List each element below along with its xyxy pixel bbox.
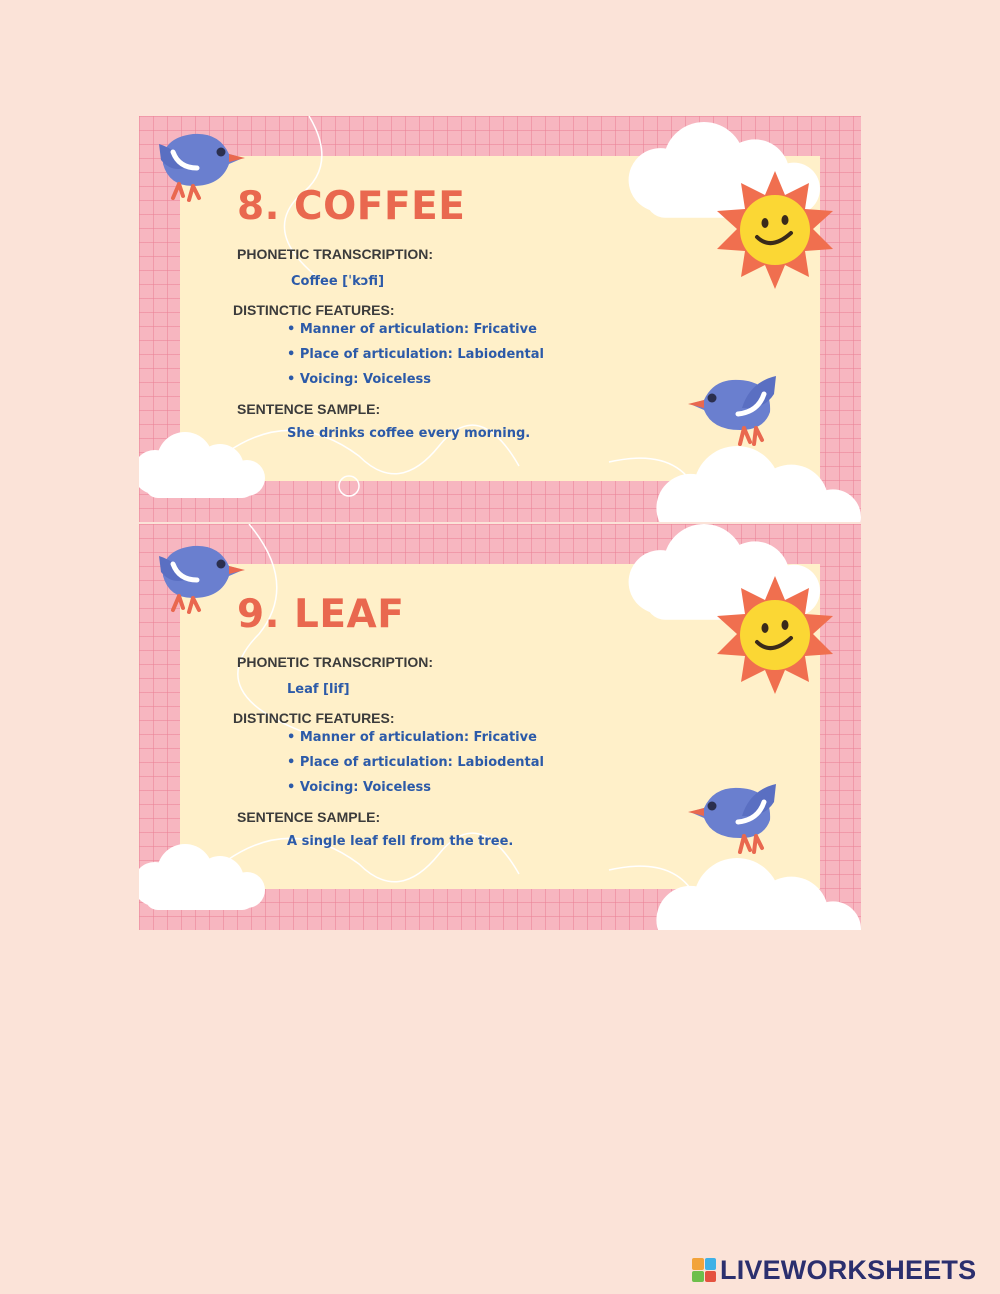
cloud-icon	[139, 844, 265, 910]
features-label: DISTINCTIC FEATURES:	[233, 302, 395, 318]
cloud-icon	[656, 858, 861, 930]
features-label: DISTINCTIC FEATURES:	[233, 710, 395, 726]
card-decoration	[139, 524, 861, 930]
cloud-icon	[139, 432, 265, 498]
sentence-label: SENTENCE SAMPLE:	[237, 401, 381, 417]
features-list	[287, 321, 544, 396]
logo-badge-tile	[705, 1271, 717, 1283]
card-decoration	[139, 116, 861, 522]
phonetic-value: Leaf [lif]	[287, 682, 350, 697]
phonetic-label: PHONETIC TRANSCRIPTION:	[237, 654, 433, 670]
features-list	[287, 729, 544, 804]
logo-badge-tile	[705, 1258, 717, 1270]
sentence-value: A single leaf fell from the tree.	[287, 834, 514, 849]
logo-badge-tile	[692, 1258, 704, 1270]
feature-item: • Voicing: Voiceless	[287, 779, 544, 804]
feature-item: • Place of articulation: Labiodental	[287, 754, 544, 779]
feature-item: • Voicing: Voiceless	[287, 371, 544, 396]
cloud-icon	[656, 446, 861, 522]
logo-badge-icon	[692, 1258, 716, 1282]
bird-icon	[688, 376, 776, 444]
liveworksheets-logo[interactable]	[692, 1255, 976, 1285]
card-title: 9. LEAF	[237, 592, 405, 637]
flashcard-leaf	[139, 524, 861, 930]
bird-icon	[688, 784, 776, 852]
feature-item: • Manner of articulation: Fricative	[287, 321, 544, 346]
flashcard-coffee	[139, 116, 861, 522]
sentence-value: She drinks coffee every morning.	[287, 426, 531, 441]
bird-icon	[159, 546, 245, 612]
feature-item: • Place of articulation: Labiodental	[287, 346, 544, 371]
phonetic-value: Coffee [ˈkɔfi]	[291, 274, 385, 289]
card-title: 8. COFFEE	[237, 184, 466, 229]
logo-text: LIVEWORKSHEETS	[720, 1254, 977, 1285]
feature-item: • Manner of articulation: Fricative	[287, 729, 544, 754]
bird-icon	[159, 134, 245, 200]
sentence-label: SENTENCE SAMPLE:	[237, 809, 381, 825]
phonetic-label: PHONETIC TRANSCRIPTION:	[237, 246, 433, 262]
logo-badge-tile	[692, 1271, 704, 1283]
